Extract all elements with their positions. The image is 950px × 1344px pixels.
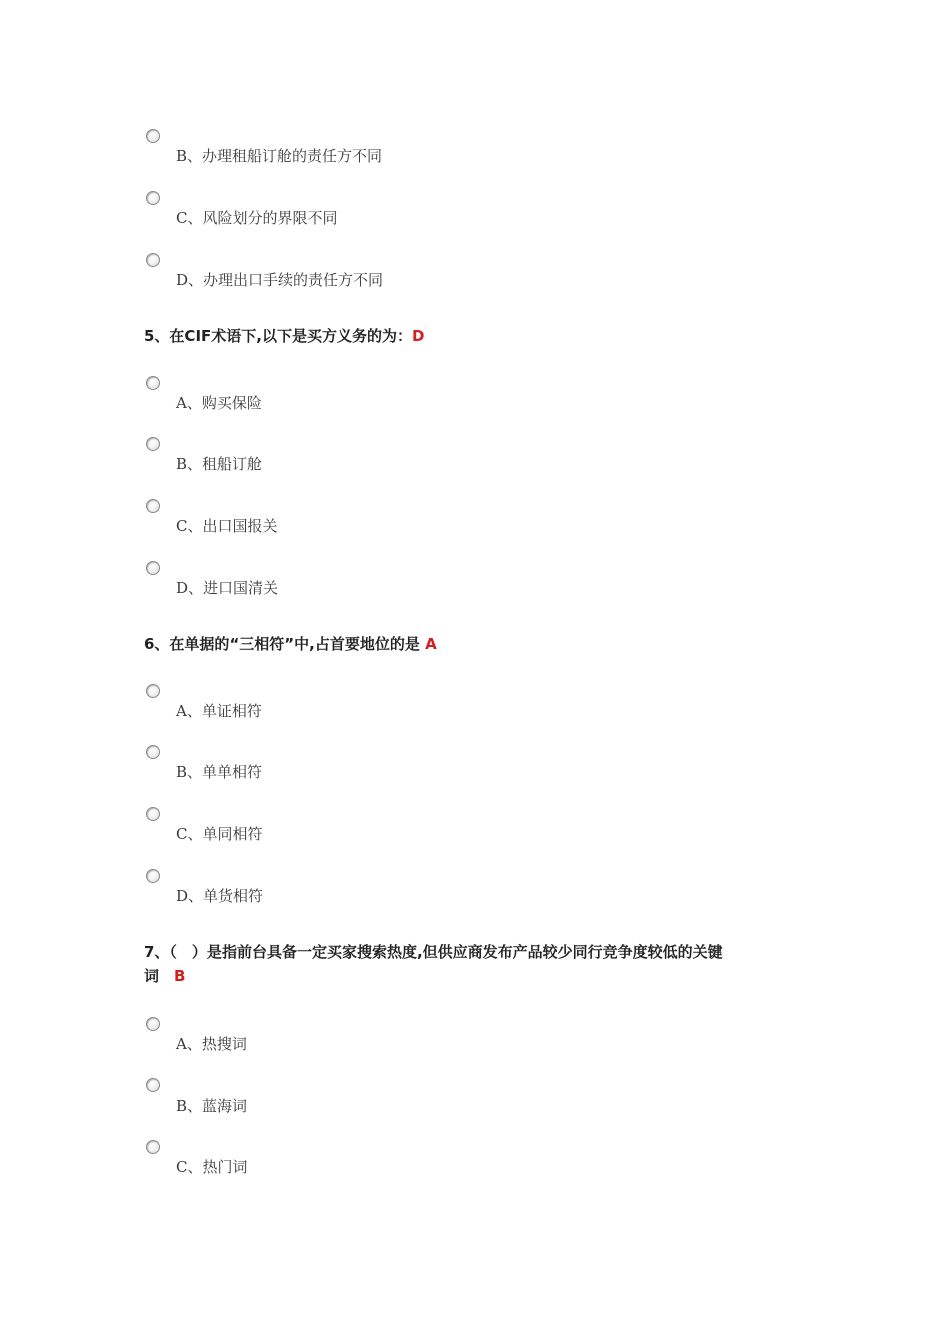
q4-option-d-radio[interactable]	[146, 253, 160, 267]
q7-option-c-radio[interactable]	[146, 1140, 160, 1154]
q6-option-b-label: B、单单相符	[176, 763, 263, 781]
q7-question-line2	[144, 964, 809, 988]
q6-question-text: 6、在单据的“三相符”中,占首要地位的是	[144, 635, 426, 653]
q7-option-b-radio[interactable]	[146, 1078, 160, 1092]
q5-option-b-label: B、租船订舱	[176, 455, 263, 473]
q6-question	[144, 632, 809, 656]
q4-option-b-radio[interactable]	[146, 129, 160, 143]
q5-option-a-radio[interactable]	[146, 376, 160, 390]
q6-answer: A	[425, 635, 437, 653]
q6-option-d-radio[interactable]	[146, 869, 160, 883]
q4-option-d-label: D、办理出口手续的责任方不同	[176, 271, 384, 289]
q7-option-a-label: A、热搜词	[176, 1035, 247, 1053]
q7-option-b-label: B、蓝海词	[176, 1097, 248, 1115]
q5-option-d-radio[interactable]	[146, 561, 160, 575]
q7-question-line2-text: 词	[144, 967, 175, 985]
q6-option-a-label: A、单证相符	[176, 702, 262, 720]
q7-question	[144, 940, 809, 988]
q5-option-d-label: D、进口国清关	[176, 579, 279, 597]
q4-option-c-label: C、风险划分的界限不同	[176, 209, 338, 227]
q7-answer: B	[174, 967, 186, 985]
q7-option-c-label: C、热门词	[176, 1158, 248, 1176]
q6-option-c-label: C、单同相符	[176, 825, 263, 843]
q5-option-c-label: C、出口国报关	[176, 517, 278, 535]
q6-option-a-radio[interactable]	[146, 684, 160, 698]
q5-option-a-label: A、购买保险	[176, 394, 262, 412]
q5-question	[144, 324, 809, 348]
q5-answer: D	[411, 327, 425, 345]
q5-option-b-radio[interactable]	[146, 437, 160, 451]
q6-option-c-radio[interactable]	[146, 807, 160, 821]
q4-option-c-radio[interactable]	[146, 191, 160, 205]
q5-question-text: 5、在CIF术语下,以下是买方义务的为：	[144, 327, 412, 345]
q6-option-d-label: D、单货相符	[176, 887, 264, 905]
q6-option-b-radio[interactable]	[146, 745, 160, 759]
q5-option-c-radio[interactable]	[146, 499, 160, 513]
q4-option-b-label: B、办理租船订舱的责任方不同	[176, 147, 383, 165]
q7-question-line1: 7、（ ）是指前台具备一定买家搜索热度,但供应商发布产品较少同行竞争度较低的关键	[144, 943, 723, 961]
q7-option-a-radio[interactable]	[146, 1017, 160, 1031]
